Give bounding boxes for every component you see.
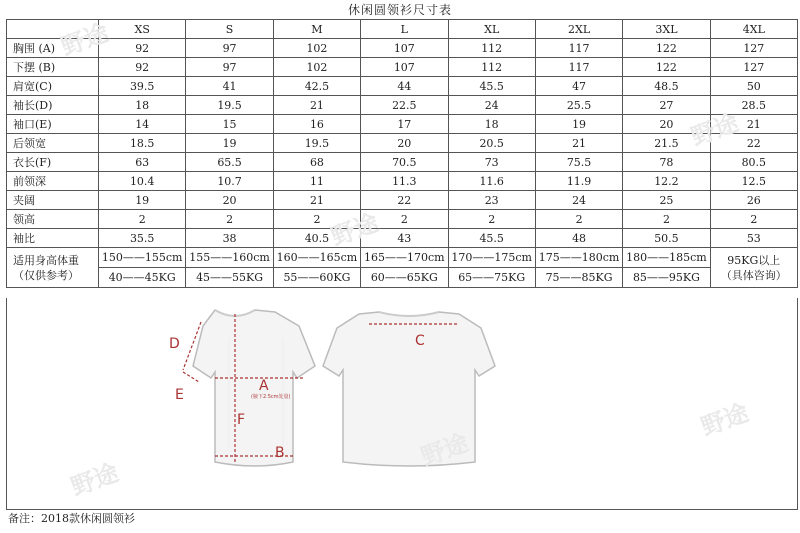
table-cell: 19 bbox=[186, 134, 273, 153]
table-cell: 35.5 bbox=[99, 229, 186, 248]
row-label: 夹阔 bbox=[7, 191, 99, 210]
table-cell: 22.5 bbox=[361, 96, 448, 115]
table-cell: 18 bbox=[448, 115, 535, 134]
table-cell: 45.5 bbox=[448, 229, 535, 248]
weight-range: 65——75KG bbox=[448, 268, 535, 288]
table-cell: 107 bbox=[361, 39, 448, 58]
table-cell: 107 bbox=[361, 58, 448, 77]
table-cell: 12.2 bbox=[623, 172, 710, 191]
table-cell: 63 bbox=[99, 153, 186, 172]
table-cell: 2 bbox=[273, 210, 360, 229]
table-cell: 2 bbox=[448, 210, 535, 229]
table-cell: 10.4 bbox=[99, 172, 186, 191]
table-cell: 11.6 bbox=[448, 172, 535, 191]
table-cell: 38 bbox=[186, 229, 273, 248]
measurement-row bbox=[7, 115, 798, 134]
table-cell: 20 bbox=[623, 115, 710, 134]
table-cell: 41 bbox=[186, 77, 273, 96]
fit-last-line1: 95KG以上 bbox=[727, 253, 781, 267]
table-cell: 50 bbox=[710, 77, 797, 96]
table-cell: 2 bbox=[710, 210, 797, 229]
table-cell: 25.5 bbox=[535, 96, 622, 115]
table-cell: 68 bbox=[273, 153, 360, 172]
fit-label-line1: 适用身高体重 bbox=[13, 253, 79, 267]
size-header: 3XL bbox=[623, 20, 710, 39]
weight-range: 40——45KG bbox=[99, 268, 186, 288]
table-cell: 117 bbox=[535, 58, 622, 77]
table-cell: 75.5 bbox=[535, 153, 622, 172]
label-f: F bbox=[237, 412, 246, 428]
watermark: 野途 bbox=[327, 208, 383, 252]
size-header: M bbox=[273, 20, 360, 39]
row-label: 衣长(F) bbox=[7, 153, 99, 172]
table-cell: 127 bbox=[710, 39, 797, 58]
table-cell: 2 bbox=[186, 210, 273, 229]
table-cell: 11.3 bbox=[361, 172, 448, 191]
table-cell: 39.5 bbox=[99, 77, 186, 96]
measurement-row bbox=[7, 77, 798, 96]
measurement-row bbox=[7, 96, 798, 115]
measurement-row bbox=[7, 153, 798, 172]
table-cell: 18 bbox=[99, 96, 186, 115]
height-range: 160——165cm bbox=[273, 248, 360, 268]
table-cell: 2 bbox=[361, 210, 448, 229]
height-range: 170——175cm bbox=[448, 248, 535, 268]
row-label: 胸围 (A) bbox=[7, 39, 99, 58]
table-cell: 73 bbox=[448, 153, 535, 172]
table-cell: 19 bbox=[99, 191, 186, 210]
size-header: XL bbox=[448, 20, 535, 39]
table-cell: 40.5 bbox=[273, 229, 360, 248]
table-cell: 19 bbox=[535, 115, 622, 134]
table-cell: 21 bbox=[710, 115, 797, 134]
measurement-row bbox=[7, 134, 798, 153]
front-tshirt bbox=[193, 310, 315, 466]
measurement-row bbox=[7, 210, 798, 229]
weight-range: 55——60KG bbox=[273, 268, 360, 288]
table-cell: 25 bbox=[623, 191, 710, 210]
table-cell: 21.5 bbox=[623, 134, 710, 153]
size-header: 4XL bbox=[710, 20, 797, 39]
table-cell: 65.5 bbox=[186, 153, 273, 172]
table-cell: 21 bbox=[535, 134, 622, 153]
row-label: 前领深 bbox=[7, 172, 99, 191]
watermark: 野途 bbox=[697, 398, 753, 442]
table-cell: 17 bbox=[361, 115, 448, 134]
label-b: B bbox=[275, 445, 285, 461]
row-label: 肩宽(C) bbox=[7, 77, 99, 96]
weight-range: 45——55KG bbox=[186, 268, 273, 288]
table-cell: 2 bbox=[623, 210, 710, 229]
table-cell: 18.5 bbox=[99, 134, 186, 153]
table-cell: 10.7 bbox=[186, 172, 273, 191]
table-cell: 97 bbox=[186, 58, 273, 77]
size-header: XS bbox=[99, 20, 186, 39]
measurement-row bbox=[7, 229, 798, 248]
table-cell: 14 bbox=[99, 115, 186, 134]
table-cell: 19.5 bbox=[273, 134, 360, 153]
weight-range-row bbox=[7, 268, 798, 288]
table-cell: 122 bbox=[623, 58, 710, 77]
size-header: 2XL bbox=[535, 20, 622, 39]
header-row bbox=[7, 20, 798, 39]
table-cell: 47 bbox=[535, 77, 622, 96]
table-cell: 122 bbox=[623, 39, 710, 58]
measurement-row bbox=[7, 191, 798, 210]
table-cell: 70.5 bbox=[361, 153, 448, 172]
table-cell: 50.5 bbox=[623, 229, 710, 248]
height-range: 175——180cm bbox=[535, 248, 622, 268]
table-cell: 42.5 bbox=[273, 77, 360, 96]
table-cell: 24 bbox=[448, 96, 535, 115]
table-cell: 44 bbox=[361, 77, 448, 96]
table-cell: 92 bbox=[99, 39, 186, 58]
footer-note: 备注：2018款休闲圆领衫 bbox=[8, 512, 135, 525]
label-d: D bbox=[169, 336, 180, 352]
label-e: E bbox=[175, 387, 184, 403]
table-cell: 28.5 bbox=[710, 96, 797, 115]
table-cell: 48.5 bbox=[623, 77, 710, 96]
fit-label-line2: （仅供参考） bbox=[13, 268, 79, 282]
height-range: 180——185cm bbox=[623, 248, 710, 268]
header-corner bbox=[7, 20, 99, 39]
table-cell: 102 bbox=[273, 58, 360, 77]
page-title: 休闲圆领衫尺寸表 bbox=[347, 3, 452, 17]
size-header: L bbox=[361, 20, 448, 39]
row-label: 袖口(E) bbox=[7, 115, 99, 134]
table-cell: 78 bbox=[623, 153, 710, 172]
table-cell: 48 bbox=[535, 229, 622, 248]
height-range-row bbox=[7, 248, 798, 268]
table-cell: 22 bbox=[361, 191, 448, 210]
height-range: 150——155cm bbox=[99, 248, 186, 268]
row-label: 领高 bbox=[7, 210, 99, 229]
label-a: A bbox=[259, 378, 269, 394]
table-cell: 11 bbox=[273, 172, 360, 191]
table-cell: 112 bbox=[448, 58, 535, 77]
table-cell: 92 bbox=[99, 58, 186, 77]
table-cell: 117 bbox=[535, 39, 622, 58]
watermark: 野途 bbox=[417, 428, 473, 472]
table-cell: 20 bbox=[186, 191, 273, 210]
height-range: 155——160cm bbox=[186, 248, 273, 268]
label-c: C bbox=[415, 333, 425, 349]
watermark: 野途 bbox=[67, 458, 123, 502]
table-cell: 16 bbox=[273, 115, 360, 134]
tshirt-diagram bbox=[7, 298, 799, 510]
watermark: 野途 bbox=[687, 108, 743, 152]
table-cell: 22 bbox=[710, 134, 797, 153]
table-cell: 27 bbox=[623, 96, 710, 115]
table-cell: 53 bbox=[710, 229, 797, 248]
table-cell: 19.5 bbox=[186, 96, 273, 115]
size-table bbox=[6, 19, 798, 288]
measurement-row bbox=[7, 58, 798, 77]
table-cell: 127 bbox=[710, 58, 797, 77]
fit-last-line2: （具体咨询） bbox=[720, 268, 787, 282]
table-cell: 45.5 bbox=[448, 77, 535, 96]
table-cell: 15 bbox=[186, 115, 273, 134]
table-cell: 24 bbox=[535, 191, 622, 210]
table-cell: 2 bbox=[99, 210, 186, 229]
weight-range: 85——95KG bbox=[623, 268, 710, 288]
table-cell: 97 bbox=[186, 39, 273, 58]
fit-label bbox=[7, 248, 99, 288]
measurement-row bbox=[7, 39, 798, 58]
table-cell: 43 bbox=[361, 229, 448, 248]
table-cell: 2 bbox=[535, 210, 622, 229]
row-label: 袖长(D) bbox=[7, 96, 99, 115]
fit-last-cell bbox=[710, 248, 797, 288]
weight-range: 75——85KG bbox=[535, 268, 622, 288]
row-label: 袖比 bbox=[7, 229, 99, 248]
table-cell: 80.5 bbox=[710, 153, 797, 172]
table-cell: 21 bbox=[273, 96, 360, 115]
label-a-note: (腋下2.5cm处量) bbox=[251, 394, 291, 400]
table-cell: 20 bbox=[361, 134, 448, 153]
watermark: 野途 bbox=[57, 18, 113, 62]
table-cell: 23 bbox=[448, 191, 535, 210]
measurement-row bbox=[7, 172, 798, 191]
row-label: 后领宽 bbox=[7, 134, 99, 153]
row-label: 下摆 (B) bbox=[7, 58, 99, 77]
table-cell: 112 bbox=[448, 39, 535, 58]
table-cell: 102 bbox=[273, 39, 360, 58]
weight-range: 60——65KG bbox=[361, 268, 448, 288]
diagram-panel bbox=[6, 298, 798, 510]
back-tshirt bbox=[323, 312, 495, 466]
table-cell: 20.5 bbox=[448, 134, 535, 153]
table-cell: 26 bbox=[710, 191, 797, 210]
table-cell: 12.5 bbox=[710, 172, 797, 191]
table-cell: 11.9 bbox=[535, 172, 622, 191]
table-cell: 21 bbox=[273, 191, 360, 210]
size-header: S bbox=[186, 20, 273, 39]
height-range: 165——170cm bbox=[361, 248, 448, 268]
